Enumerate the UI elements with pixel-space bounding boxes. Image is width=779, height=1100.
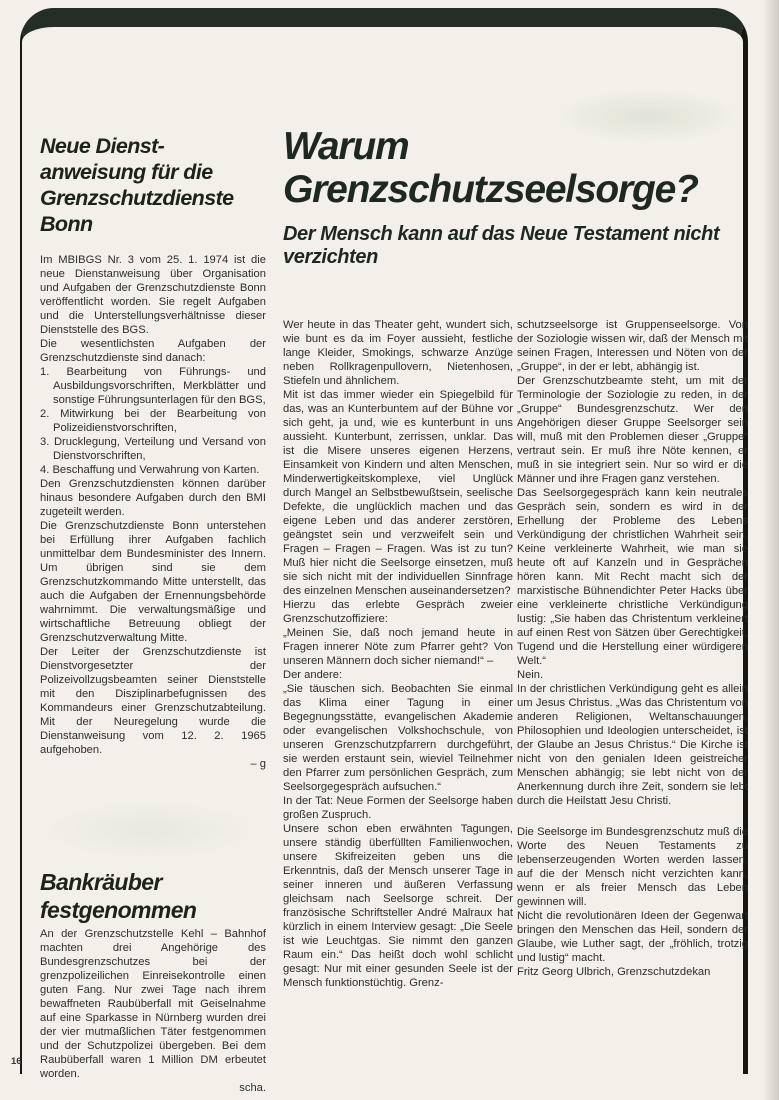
author-signature: – g [250, 758, 266, 770]
headline-line: Warum [283, 125, 409, 168]
title-line: Bonn [40, 212, 93, 236]
list-item: 3. Drucklegung, Verteilung und Versand von Dienstvorschriften, [40, 436, 266, 462]
paragraph: Unsere schon eben erwähnten Tagungen, unsere ständig überfüllten Familienwochen, unsere Skifreizeiten geben uns die Erkenntnis, daß der Mensch unserer Tage in seiner inneren und äußeren Verfassung gleichsam nach Seelsorge schreit. Der französische Schriftsteller André Malraux hat kürzlich in einem Interview gesagt: „Die Seele ist wie Leuchtgas. Sie nimmt den ganzen Raum ein.“ Das heißt doch wohl schlicht gesagt: Nur mit einer gesunden Seele ist der Mensch funktionstüchtig. Grenz- [283, 823, 513, 989]
paragraph: Die Seelsorge im Bundesgrenzschutz muß die Worte des Neuen Testaments zu lebenserzeugenden Worten werden lassen, auf die der Mensch nicht verzichten kann, wenn er als freier Mensch das Leben gewinnen will. [517, 826, 748, 908]
article-title-bankraeuber [40, 868, 270, 924]
paragraph: Den Grenzschutzdiensten können darüber hinaus besondere Aufgaben durch den BMI zugeteilt werden. [40, 478, 266, 518]
paragraph: Nein. [517, 669, 544, 681]
article-body-bankraeuber [40, 927, 266, 1094]
paragraph: Hierzu das erlebte Gespräch zweier Grenzschutzoffiziere: [283, 599, 513, 625]
paragraph: Die Grenzschutzdienste Bonn unterstehen bei Erfüllung ihrer Aufgaben fachlich unmittelbar dem Bundesminister des Innern. Um übrigen sind sie dem Grenzschutzkommando Mitte unterstellt, das auch die Aufgaben der Ernennungsbehörde wahrnimmt. Die verwaltungsmäßige und wirtschaftliche Betreuung obliegt der Grenzschutzverwaltung Mitte. [40, 520, 266, 644]
main-headline [283, 125, 748, 211]
paragraph: schutzseelsorge ist Gruppenseelsorge. Von der Soziologie wissen wir, daß der Mensch mit seinen Fragen, Interessen und Nöten von der „Gruppe“, in der er lebt, abhängig ist. [517, 319, 748, 373]
paragraph: „Meinen Sie, daß noch jemand heute in Fragen innerer Nöte zum Pfarrer geht? Von unseren Männern doch sicher niemand!“ – [283, 627, 513, 667]
title-line: Grenzschutzdienste [40, 186, 234, 210]
title-line: Bankräuber [40, 869, 162, 895]
paragraph: Wer heute in das Theater geht, wundert sich, wie bunt es da im Foyer aussieht, festliche lange Kleider, Smokings, schwarze Anzüge neben Rollkragenpullovern, Nietenhosen, Stiefeln und ähnlichem. [283, 319, 513, 387]
paragraph: In der christlichen Verkündigung geht es allein um Jesus Christus. „Was das Christentum von anderen Religionen, Weltanschauungen, Philosophien und Ideologien unterscheidet, ist der Glaube an Jesus Christus.“ Die Kirche ist nicht von den genialen Ideen geistreicher Menschen abhängig; sie lebt nicht von der Anerkennung durch ihre Zeit, sondern sie lebt durch die Heilstatt Jesu Christi. [517, 683, 748, 807]
title-line: festgenommen [40, 897, 197, 923]
list-item: 1. Bearbeitung von Führungs- und Ausbildungsvorschriften, Merkblätter und sonstige Führungsunterlagen für den BGS, [40, 366, 266, 406]
paragraph: An der Grenzschutzstelle Kehl – Bahnhof machten drei Angehörige des Bundesgrenzschutzes bei der grenzpolizeilichen Einreisekontrolle einen guten Fang. Nur zwei Tage nach ihrem bewaffneten Raubüberfall mit Geiselnahme auf eine Sparkasse in Nürnberg wurden drei der vier mutmaßlichen Täter festgenommen und der Schutzpolizei übergeben. Bei dem Raubüberfall waren 1 Million DM erbeutet worden. [40, 928, 266, 1080]
page-number: 16 [11, 1056, 22, 1067]
article-byline: Fritz Georg Ulbrich, Grenzschutzdekan [517, 966, 711, 978]
paragraph: Der Grenzschutzbeamte steht, um mit der Terminologie der Soziologie zu reden, in der „Gruppe“ Bundesgrenzschutz. Wer den Angehörigen dieser Gruppe Seelsorger sein will, muß mit den Problemen dieser „Gruppe“ vertraut sein. Er muß ihre Nöte kennen, er muß in sie integriert sein. Nur so wird er die Männer und ihre Fragen ganz verstehen. [517, 375, 748, 485]
paragraph: In der Tat: Neue Formen der Seelsorge haben großen Zuspruch. [283, 795, 513, 821]
scanned-paper-edge [763, 0, 779, 1100]
title-line: anweisung für die [40, 160, 213, 184]
main-article-column-3 [517, 318, 748, 1075]
list-item: 4. Beschaffung und Verwahrung von Karten. [40, 464, 260, 476]
title-line: Neue Dienst- [40, 134, 165, 158]
list-item: 2. Mitwirkung bei der Bearbeitung von Polizeidienstvorschriften, [40, 408, 266, 434]
paragraph: Das Seelsorgegespräch kann kein neutrales Gespräch sein, sondern es wird in der Erhellung der Probleme des Lebens Verkündigung der christlichen Wahrheit sein. Keine verkleinerte Wahrheit, wie man sie heute oft auf Kanzeln und in Gesprächen hören kann. Mit Recht macht sich der marxistische Bühnendichter Peter Hacks über eine verkleinerte christliche Verkündigung lustig: „Sie haben das Christentum verkleinert auf einen Rest von Sätzen über Gerechtigkeit, Tugend und die Herstellung einer würdigeren Welt.“ [517, 487, 748, 667]
main-subtitle: Der Mensch kann auf das Neue Testament nicht verzichten [283, 223, 720, 268]
paragraph: Mit ist das immer wieder ein Spiegelbild für das, was an Kunterbuntem auf der Bühne vor sich geht, ja und, wie es kunterbunt in uns aussieht. Kunterbunt, zerrissen, unklar. Das ist die Misere unseres eigenen Herzens, Einsamkeit von Kindern und alten Menschen, Minderwertigkeitskomplexe, viel Unglück durch Mangel an Selbstbewußtsein, seelische Defekte, die unglücklich machen und das eigene Leben und das anderer zerstören, geängstet sein und verzweifelt sein und Fragen – Fragen – Fragen. Was ist zu tun? Muß hier nicht die Seelsorge einsetzen, muß sie sich nicht mit der individuellen Sinnfrage des einzelnen Menschen auseinandersetzen? [283, 389, 513, 597]
paragraph: Nicht die revolutionären Ideen der Gegenwart bringen den Menschen das Heil, sondern der Glaube, wie Luther sagt, der „fröhlich, trotzig und lustig“ macht. [517, 910, 748, 964]
article-title-dienstanweisung [40, 133, 270, 237]
paragraph: Die wesentlichsten Aufgaben der Grenzschutzdienste sind danach: [40, 338, 266, 364]
headline-line: Grenzschutzseelsorge? [283, 168, 698, 211]
author-signature: scha. [239, 1082, 266, 1094]
paragraph: Im MBIBGS Nr. 3 vom 25. 1. 1974 ist die neue Dienstanweisung über Organisation und Aufgaben der Grenzschutzdienste Bonn veröffentlicht worden. Sie regelt Aufgaben und die Unterstellungsverhältnisse dieser Dienststelle des BGS. [40, 254, 266, 336]
paragraph: Der Leiter der Grenzschutzdienste ist Dienstvorgesetzter der Polizeivollzugsbeamten seiner Dienststelle mit den Disziplinarbefugnissen des Kommandeurs einer Grenzschutzabteilung. Mit der Neuregelung wurde die Dienstanweisung vom 12. 2. 1965 aufgehoben. [40, 646, 266, 756]
paragraph: Der andere: [283, 669, 343, 681]
article-body-dienstanweisung [40, 253, 266, 813]
main-article-column-2 [283, 318, 513, 1075]
paragraph: „Sie täuschen sich. Beobachten Sie einmal das Klima einer Tagung in einer Begegnungsstätte, evangelischen Akademie oder evangelischen Volkshochschule, von unseren Grenzschutzpfarrern durchgeführt, sie werden erstaunt sein, wieviel Teilnehmer den Pfarrer zum persönlichen Gespräch, zum Seelsorgegespräch aufsuchen.“ [283, 683, 513, 793]
